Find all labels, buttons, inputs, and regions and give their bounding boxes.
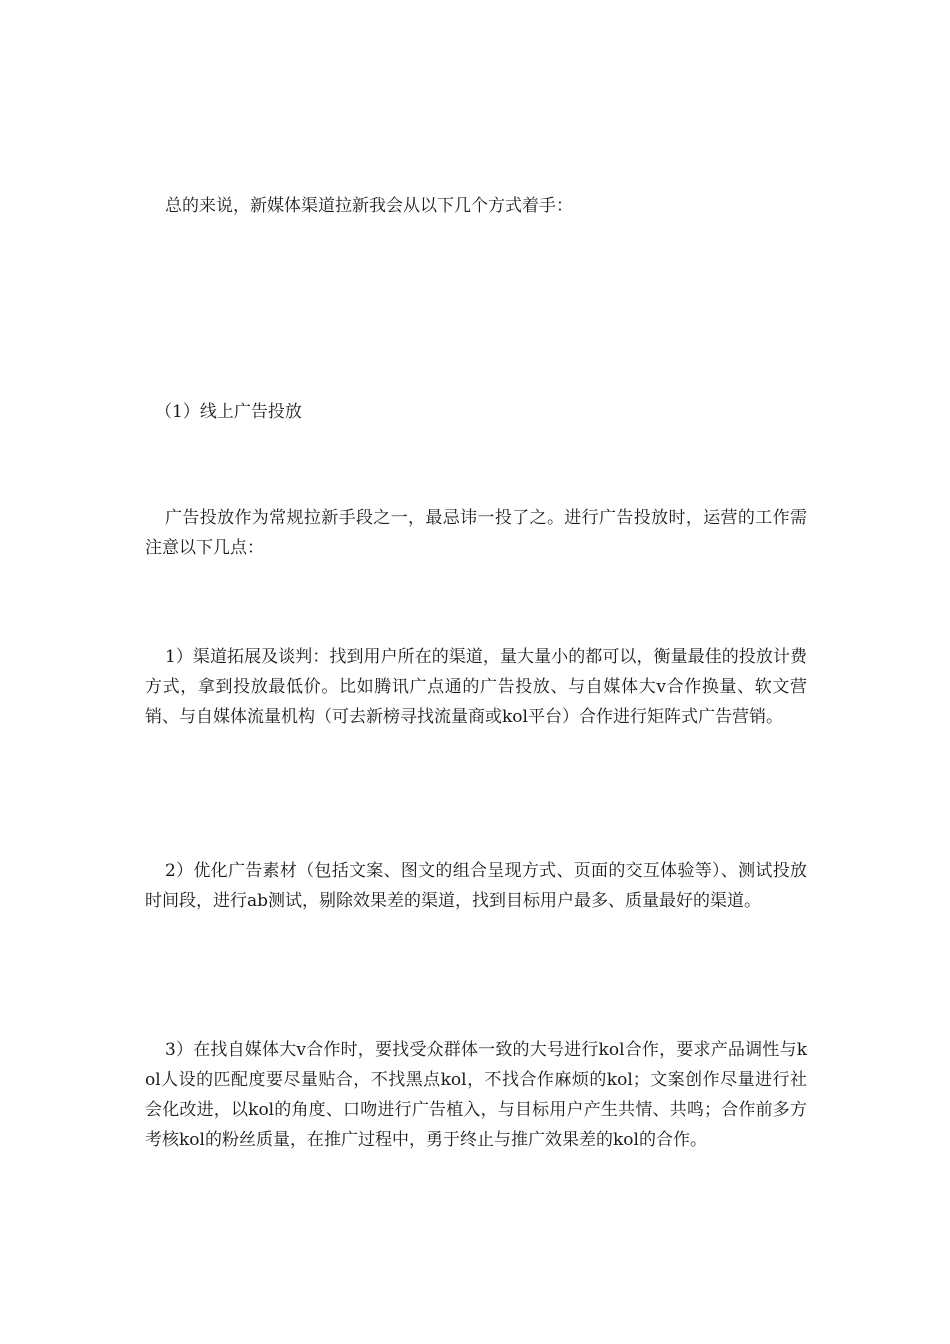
intro-paragraph: 总的来说，新媒体渠道拉新我会从以下几个方式着手：: [165, 196, 573, 216]
list-item-2: 2）优化广告素材（包括文案、图文的组合呈现方式、页面的交互体验等）、测试投放时间段，进行ab测试，剔除效果差的渠道，找到目标用户最多、质量最好的渠道。: [145, 861, 807, 911]
list-item-1: 1）渠道拓展及谈判：找到用户所在的渠道，量大量小的都可以，衡量最佳的投放计费方式，拿到投放最低价。比如腾讯广点通的广告投放、与自媒体大v合作换量、软文营销、与自媒体流量机构（可去新榜寻找流量商或kol平台）合作进行矩阵式广告营销。: [145, 647, 807, 727]
list-item-3: 3）在找自媒体大v合作时，要找受众群体一致的大号进行kol合作，要求产品调性与kol人设的匹配度要尽量贴合，不找黑点kol，不找合作麻烦的kol；文案创作尽量进行社会化改进，以kol的角度、口吻进行广告植入，与目标用户产生共情、共鸣；合作前多方考核kol的粉丝质量，在推广过程中，勇于终止与推广效果差的kol的合作。: [145, 1040, 807, 1150]
ad-paragraph: 广告投放作为常规拉新手段之一，最忌讳一投了之。进行广告投放时，运营的工作需注意以下几点：: [145, 508, 807, 558]
section-heading: （1）线上广告投放: [155, 402, 302, 422]
